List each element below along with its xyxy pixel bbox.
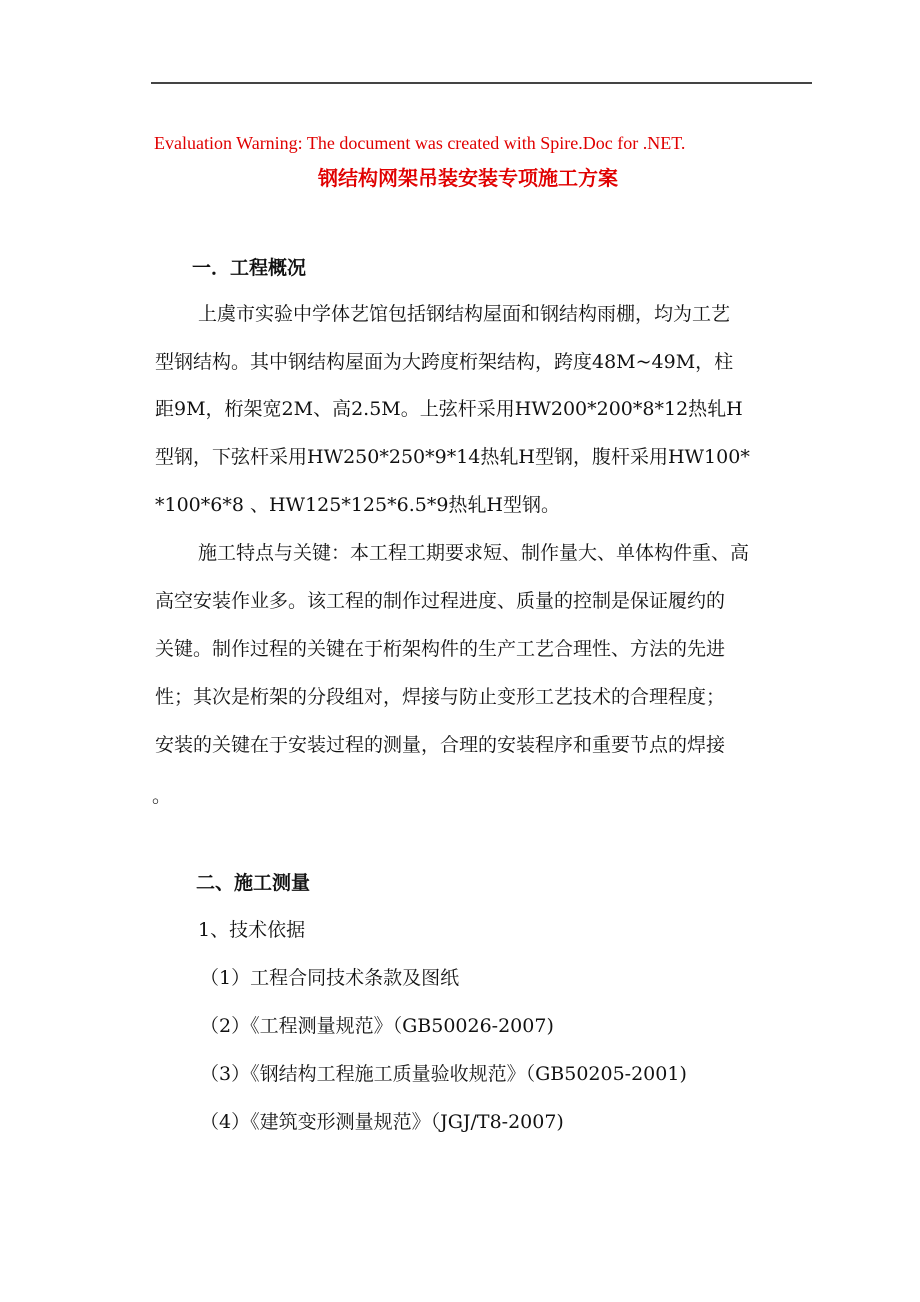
para2-line: 性；其次是桁架的分段组对，焊接与防止变形工艺技术的合理程度；: [155, 686, 726, 708]
para1-line: 型钢，下弦杆采用HW250*250*9*14热轧H型钢，腹杆采用HW100*: [155, 446, 750, 468]
evaluation-warning: Evaluation Warning: The document was created with Spire.Doc for .NET.: [154, 133, 686, 153]
para2-line: 安装的关键在于安装过程的测量，合理的安装程序和重要节点的焊接: [155, 734, 726, 756]
reference-item: （2）《工程测量规范》（GB50026-2007): [200, 1015, 554, 1037]
para2-line: 关键。制作过程的关键在于桁架构件的生产工艺合理性、方法的先进: [155, 638, 726, 660]
para2-line: 高空安装作业多。该工程的制作过程进度、质量的控制是保证履约的: [155, 590, 726, 612]
para1-line: *100*6*8 、HW125*125*6.5*9热轧H型钢。: [155, 494, 560, 516]
para1-line: 型钢结构。其中钢结构屋面为大跨度桁架结构，跨度48M~49M，柱: [155, 351, 734, 373]
reference-item: （4）《建筑变形测量规范》（JGJ/T8-2007): [200, 1111, 564, 1133]
section1-heading: 一．工程概况: [192, 257, 307, 279]
para1-line: 上虞市实验中学体艺馆包括钢结构屋面和钢结构雨棚，均为工艺: [198, 303, 731, 325]
para1-line: 距9M，桁架宽2M、高2.5M。上弦杆采用HW200*200*8*12热轧H: [155, 398, 743, 420]
document-title: 钢结构网架吊装安装专项施工方案: [318, 166, 618, 190]
reference-item: （1）工程合同技术条款及图纸: [200, 967, 460, 989]
header-rule: [151, 82, 812, 84]
reference-item: （3）《钢结构工程施工质量验收规范》（GB50205-2001): [200, 1063, 687, 1085]
para2-line: 。: [152, 785, 172, 807]
subsection-heading: 1、技术依据: [198, 919, 306, 941]
section2-heading: 二、施工测量: [196, 872, 311, 894]
para2-line: 施工特点与关键：本工程工期要求短、制作量大、单体构件重、高: [198, 542, 750, 564]
